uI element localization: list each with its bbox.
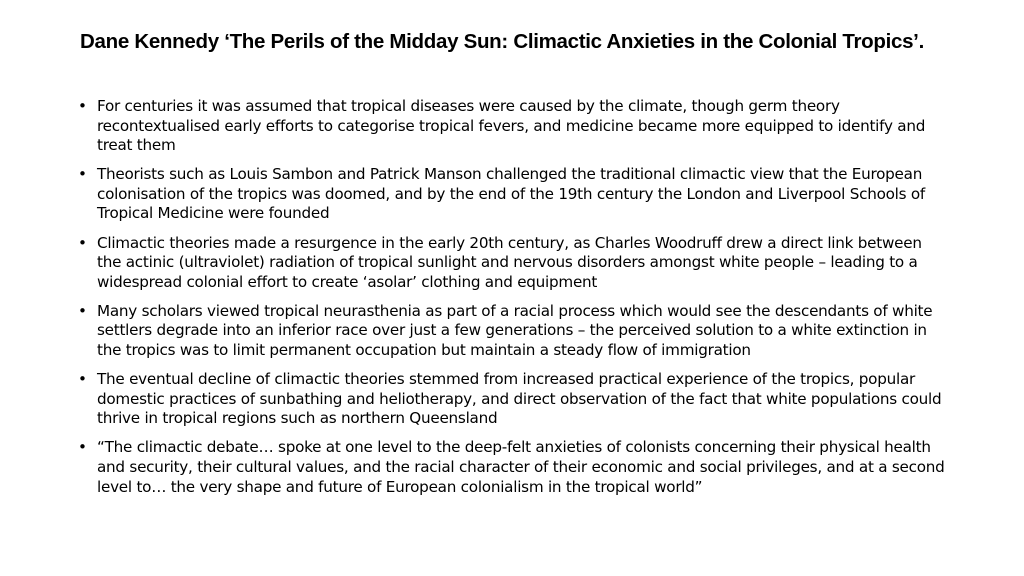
bullet-text: Theorists such as Louis Sambon and Patrick Manson challenged the traditional climactic view that the European colonisation of the tropics was doomed, and by the end of the 19th century the London and Liverpool Schools of Tropical Medicine were founded xyxy=(97,165,926,223)
bullet-icon: • xyxy=(78,370,87,389)
bullet-text: For centuries it was assumed that tropical diseases were caused by the climate, though germ theory recontextualised early efforts to categorise tropical fevers, and medicine became more equipped to identify and treat them xyxy=(97,97,926,155)
bullet-text: “The climactic debate… spoke at one level to the deep-felt anxieties of colonists concerning their physical health and security, their cultural values, and the racial character of their economic and social privileges, and at a second level to… the very shape and future of European colonialism in the tropical world” xyxy=(97,438,945,496)
bullet-item xyxy=(78,302,948,361)
bullet-item xyxy=(78,438,948,497)
bullet-icon: • xyxy=(78,233,87,252)
bullet-text: Climactic theories made a resurgence in the early 20th century, as Charles Woodruff drew a direct link between the actinic (ultraviolet) radiation of tropical sunlight and nervous disorders amongst white people – leading to a widespread colonial effort to create ‘asolar’ clothing and equipment xyxy=(97,233,922,291)
bullet-text: Many scholars viewed tropical neurasthenia as part of a racial process which would see the descendants of white settlers degrade into an inferior race over just a few generations – the perceived solution to a white extinction in the tropics was to limit permanent occupation but maintain a steady flow of immigration xyxy=(97,301,933,360)
bullet-item xyxy=(78,234,948,293)
bullet-item xyxy=(78,370,948,429)
bullet-item xyxy=(78,97,948,156)
bullet-icon: • xyxy=(78,301,87,320)
bullet-item xyxy=(78,165,948,224)
bullet-icon: • xyxy=(78,438,87,457)
bullet-icon: • xyxy=(78,165,87,184)
bullet-text: The eventual decline of climactic theories stemmed from increased practical experience of the tropics, popular domestic practices of sunbathing and heliotherapy, and direct observation of the fact that white populations could thrive in tropical regions such as northern Queensland xyxy=(97,370,942,428)
slide-title: Dane Kennedy ‘The Perils of the Midday Sun: Climactic Anxieties in the Colonial Tropics’. xyxy=(80,30,924,53)
bullet-icon: • xyxy=(78,97,87,115)
bullet-list xyxy=(78,97,948,507)
